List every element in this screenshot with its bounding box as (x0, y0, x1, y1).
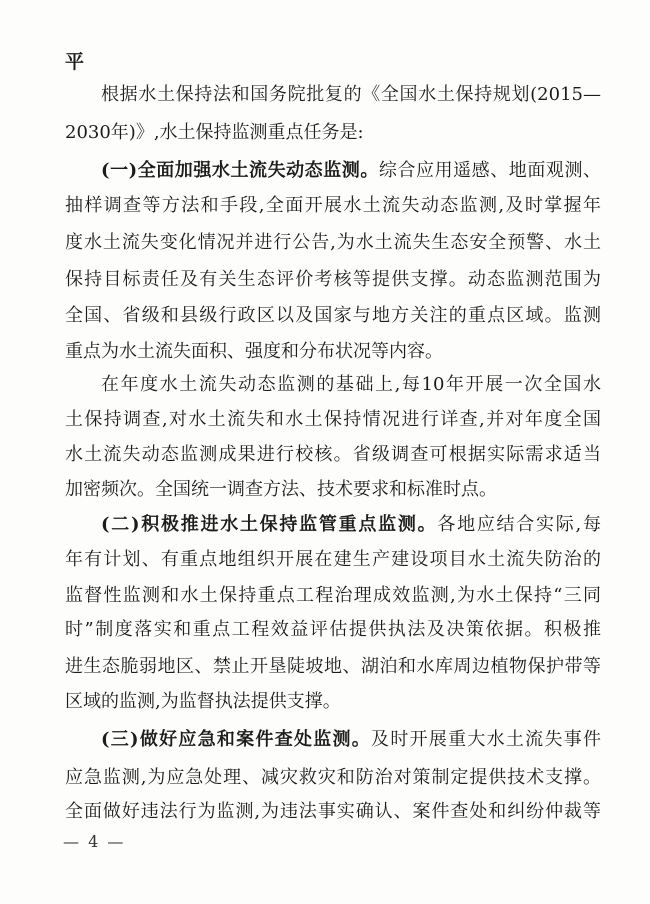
line-text: 及时开展重大水土流失事件 (371, 729, 601, 750)
line-text: 保持目标责任及有关生态评价考核等提供支撑。动态监测范围为 (65, 269, 601, 290)
text-line (65, 689, 601, 715)
line-text: 综合应用遥感、地面观测、 (378, 160, 601, 181)
text-line (101, 158, 601, 184)
page-number: — 4 — (63, 832, 126, 851)
text-line (101, 372, 601, 398)
text-line (65, 477, 601, 503)
text-line (65, 442, 601, 468)
line-text: 时”制度落实和重点工程效益评估提供执法及决策依据。积极推 (65, 619, 601, 640)
line-text: 进生态脆弱地区、禁止开垦陡坡地、湖泊和水库周边植物保护带等 (65, 656, 601, 677)
text-line (65, 120, 601, 146)
line-text: 2030年)》,水土保持监测重点任务是: (65, 122, 364, 143)
line-text: 在年度水土流失动态监测的基础上,每10年开展一次全国水 (101, 374, 601, 395)
line-text: 度水土流失变化情况并进行公告,为水土流失生态安全预警、水土 (65, 232, 601, 253)
text-line (65, 303, 601, 329)
text-line (101, 727, 601, 753)
text-line (65, 617, 601, 643)
line-text: 各地应结合实际,每 (437, 514, 601, 535)
line-text: 根据水土保持法和国务院批复的《全国水土保持规划(2015— (101, 84, 601, 105)
line-text: 加密频次。全国统一调查方法、技术要求和标准时点。 (65, 479, 497, 500)
text-line (65, 407, 601, 433)
text-line (65, 230, 601, 256)
section-heading: (二)积极推进水土保持监管重点监测。 (101, 514, 438, 535)
line-text: 监督性监测和水土保持重点工程治理成效监测,为水土保持“三同 (65, 585, 601, 606)
text-line (65, 547, 601, 573)
text-line (65, 765, 601, 791)
continued-text-fragment: 平 (65, 51, 85, 73)
text-line (65, 583, 601, 609)
line-text: 应急监测,为应急处理、减灾救灾和防治对策制定提供技术支撑。 (65, 767, 601, 788)
line-text: 土保持调查,对水土流失和水土保持情况进行详查,并对年度全国 (65, 409, 601, 430)
line-text: 水土流失动态监测成果进行校核。省级调查可根据实际需求适当 (65, 444, 601, 465)
line-text: 年有计划、有重点地组织开展在建生产建设项目水土流失防治的 (65, 549, 601, 570)
text-line (65, 339, 601, 365)
text-line (65, 267, 601, 293)
line-text: 区域的监测,为监督执法提供支撑。 (65, 691, 341, 712)
text-line (101, 512, 601, 538)
text-line (65, 799, 601, 825)
text-line (65, 654, 601, 680)
text-line (65, 193, 601, 219)
line-text: 抽样调查等方法和手段,全面开展水土流失动态监测,及时掌握年 (65, 195, 601, 216)
line-text: 全面做好违法行为监测,为违法事实确认、案件查处和纠纷仲裁等 (65, 801, 601, 822)
text-line (101, 82, 601, 108)
section-heading: (一)全面加强水土流失动态监测。 (101, 160, 379, 181)
line-text: 全国、省级和县级行政区以及国家与地方关注的重点区域。监测 (65, 305, 601, 326)
section-heading: (三)做好应急和案件查处监测。 (101, 729, 372, 750)
line-text: 重点为水土流失面积、强度和分布状况等内容。 (65, 341, 443, 362)
